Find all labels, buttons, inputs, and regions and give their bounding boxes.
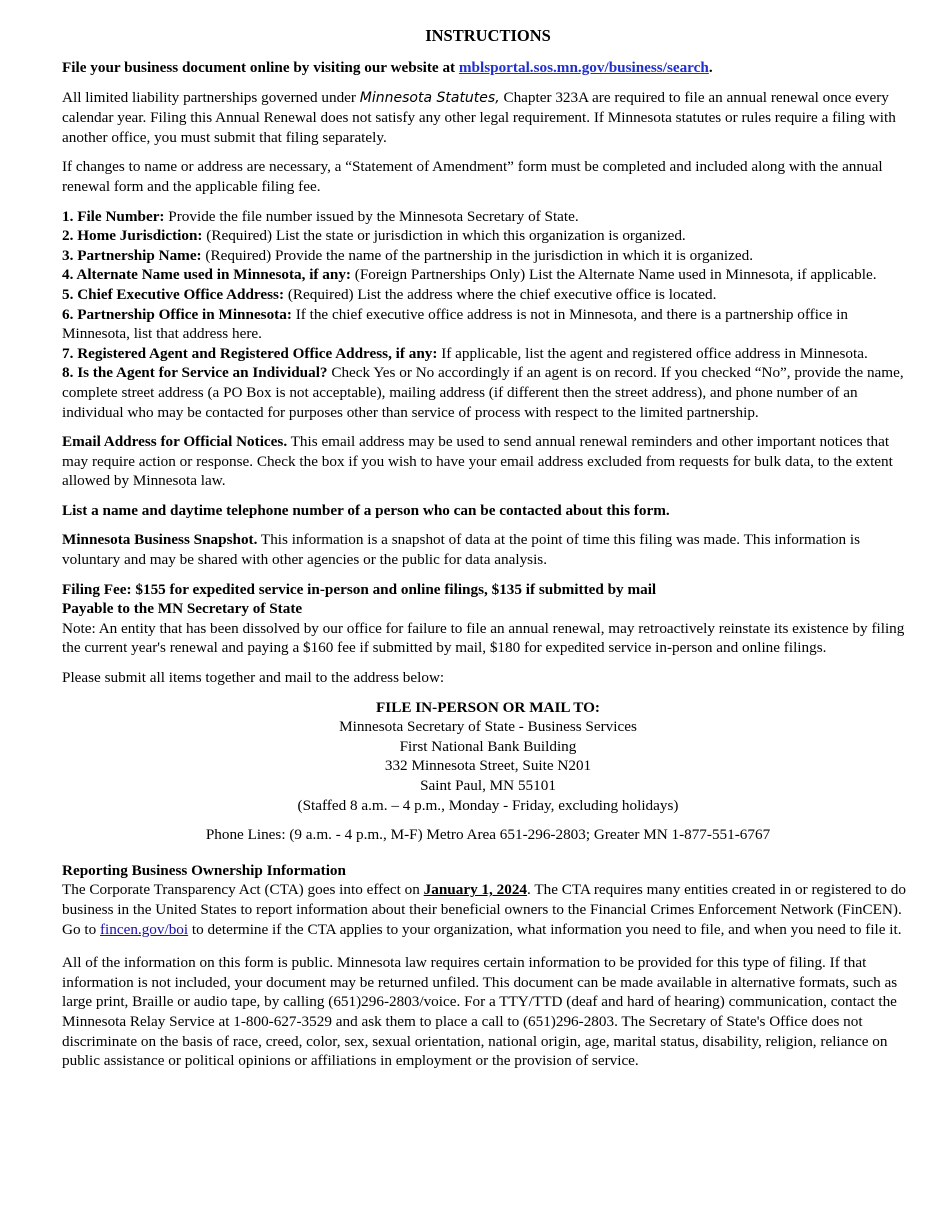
item-text: If the chief executive office address is not in Minnesota, and there is a partnership office in Minnesota, list that address here. [62,305,849,343]
item-label: 6. Partnership Office in Minnesota: [62,305,292,323]
address-line: Minnesota Secretary of State - Business Services [339,718,637,736]
item-text: (Required) Provide the name of the partnership in the jurisdiction in which it is organized. [201,246,754,264]
address-line: 332 Minnesota Street, Suite N201 [384,757,592,775]
address-line: Saint Paul, MN 55101 [420,777,556,794]
cta-text-mid: . The CTA requires many entities created in or registered to do business in the United States to report information about their beneficial owners to the Financial Crimes Enforcement Network (FinCEN). Go to [62,881,906,938]
statutes-reference: Minnesota Statutes, [359,89,500,106]
item-text: (Foreign Partnerships Only) List the Alternate Name used in Minnesota, if applicable. [350,266,877,284]
cta-block [62,861,914,939]
instruction-item-partnership-office [62,305,914,344]
page-title: INSTRUCTIONS [425,26,551,45]
cta-effective-date: January 1, 2024 [423,881,528,899]
item-text: Check Yes or No accordingly if an agent is on record. If you checked “No”, provide the name, complete street address (a PO Box is not acceptable), mailing address (if different then the street address), and phone number of an individual who may be contacted for purposes other than service of process with respect to the limited partnership. [62,364,904,421]
intro-text-pre: All limited liability partnerships governed under [62,88,360,106]
email-label: Email Address for Official Notices. [62,433,288,451]
item-label: 5. Chief Executive Office Address: [62,285,285,303]
snapshot-label: Minnesota Business Snapshot. [62,531,258,549]
email-paragraph [62,432,914,491]
cta-text-pre: The Corporate Transparency Act (CTA) goes into effect on [62,881,424,899]
snapshot-text: This information is a snapshot of data at the point of time this filing was made. This information is voluntary and may be shared with other agencies or the public for data analysis. [62,531,861,569]
item-label: 8. Is the Agent for Service an Individual? [62,364,328,382]
submit-instructions: Please submit all items together and mail to the address below: [62,669,445,687]
business-search-link[interactable]: mblsportal.sos.mn.gov/business/search [458,59,709,76]
email-text: This email address may be used to send annual renewal reminders and other important notices that may require action or response. Check the box if you wish to have your email address excluded from requests for bulk data, to the extent allowed by Minnesota law. [62,433,893,490]
instruction-items [62,207,914,423]
instruction-item-partnership-name [62,246,914,266]
snapshot-paragraph [62,530,914,569]
cta-paragraph [62,880,914,939]
online-filing-paragraph [62,58,914,78]
payable-line: Payable to the MN Secretary of State [62,600,303,618]
item-text: (Required) List the state or jurisdiction in which this organization is organized. [202,227,686,245]
mailing-address-block [62,698,914,816]
cta-text-post: to determine if the CTA applies to your organization, what information you need to file, and when you need to file it. [188,920,902,938]
instruction-item-agent-individual [62,363,914,422]
intro-paragraph [62,88,914,148]
intro-text-post: Chapter 323A are required to file an annual renewal once every calendar year. Filing this Annual Renewal does not satisfy any other legal requirement. If Minnesota statutes or rules require a filing with another office, you must submit that filing separately. [62,88,896,146]
item-label: 3. Partnership Name: [62,246,202,264]
item-label: 7. Registered Agent and Registered Office Address, if any: [62,344,438,362]
amendment-paragraph: If changes to name or address are necessary, a “Statement of Amendment” form must be completed and included along with the annual renewal form and the applicable filing fee. [62,158,883,195]
address-line: (Staffed 8 a.m. – 4 p.m., Monday - Friday, excluding holidays) [297,796,679,814]
instruction-item-registered-agent [62,344,914,364]
item-label: 2. Home Jurisdiction: [62,227,203,245]
instruction-item-home-jurisdiction [62,226,914,246]
item-label: 4. Alternate Name used in Minnesota, if any: [62,266,351,284]
item-label: 1. File Number: [62,207,165,225]
online-filing-text: File your business document online by visiting our website at [62,59,459,76]
address-heading: FILE IN-PERSON OR MAIL TO: [376,698,600,716]
filing-fee-block [62,580,914,658]
public-information-paragraph: All of the information on this form is public. Minnesota law requires certain information to be provided for this type of filing. If that information is not included, your document may be returned unfiled. This document can be made available in alternative formats, such as large print, Braille or audio tape, by calling (651)296-2803/voice. For a TTY/TTD (deaf and hard of hearing) communication, contact the Minnesota Relay Service at 1-800-627-3529 and ask them to place a call to (651)296-2803. The Secretary of State's Office does not discriminate on the basis of race, creed, color, sex, sexual orientation, national origin, age, marital status, disability, religion, reliance on public assistance or political opinions or affiliations in employment or the provision of service. [62,954,898,1070]
instruction-item-file-number [62,207,914,227]
instruction-item-chief-executive-office [62,285,914,305]
fincen-link[interactable]: fincen.gov/boi [99,920,189,938]
item-text: Provide the file number issued by the Minnesota Secretary of State. [164,207,579,225]
instruction-item-alternate-name [62,265,914,285]
contact-paragraph: List a name and daytime telephone number of a person who can be contacted about this form. [62,501,670,519]
item-text: (Required) List the address where the chief executive office is located. [284,285,717,303]
cta-heading: Reporting Business Ownership Information [62,861,346,879]
filing-fee-line: Filing Fee: $155 for expedited service in-person and online filings, $135 if submitted by mail [62,580,657,598]
item-text: If applicable, list the agent and registered office address in Minnesota. [437,344,868,362]
online-filing-end: . [708,59,713,76]
fee-note: Note: An entity that has been dissolved by our office for failure to file an annual renewal, may retroactively reinstate its existence by filing the current year's renewal and paying a $160 fee if submitted by mail, $180 for expedited service in-person and online filings. [62,619,905,657]
address-line: First National Bank Building [399,737,577,755]
phone-lines: Phone Lines: (9 a.m. - 4 p.m., M-F) Metro Area 651-296-2803; Greater MN 1-877-551-6767 [205,826,771,844]
